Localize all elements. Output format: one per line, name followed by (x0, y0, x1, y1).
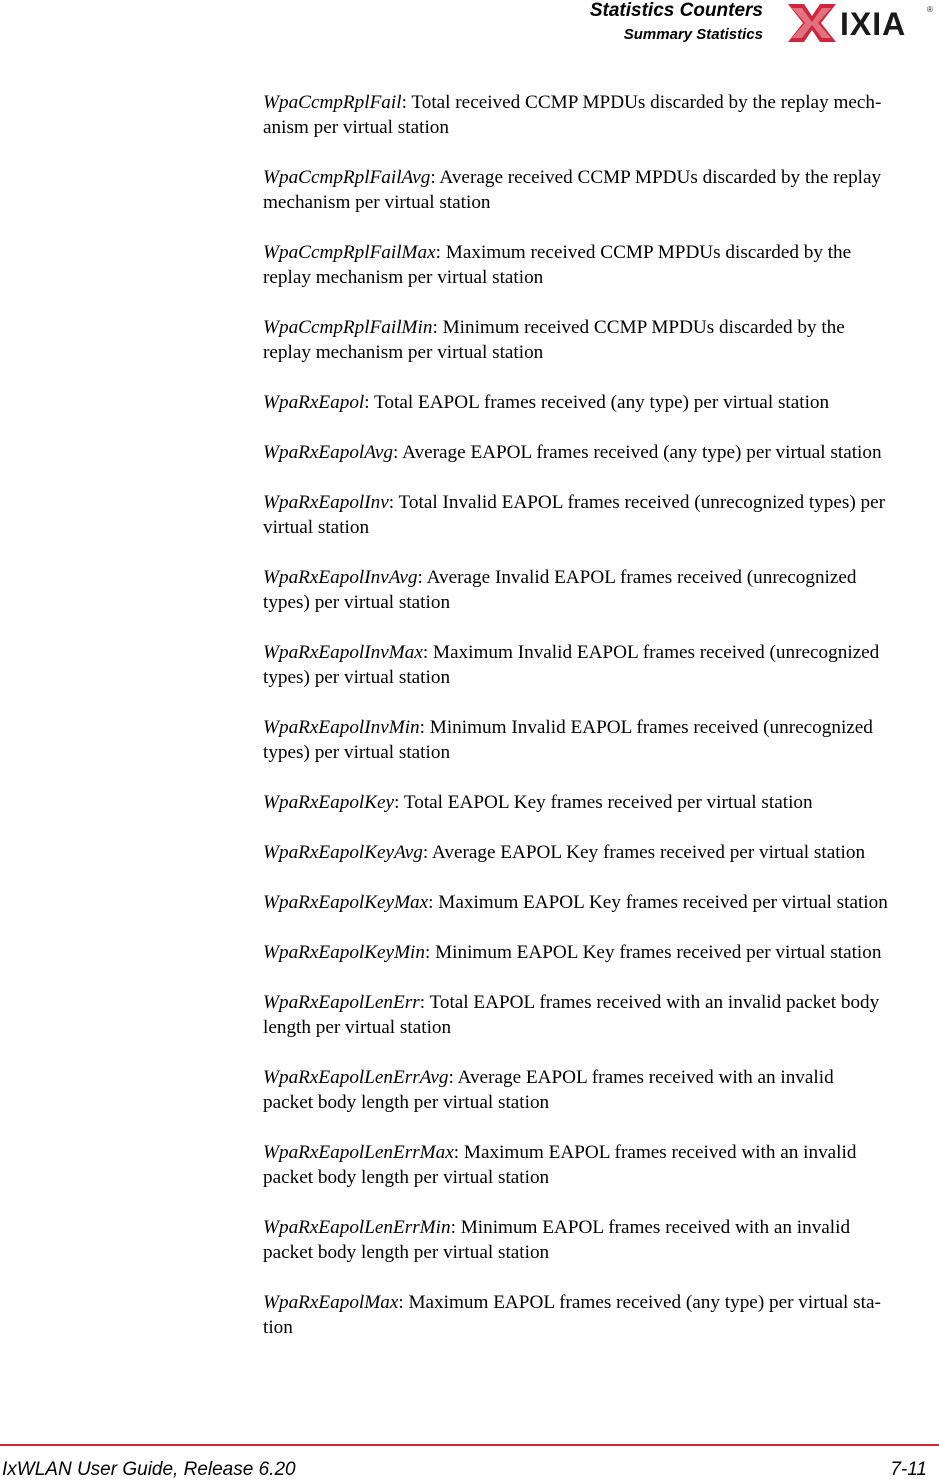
counter-term: WpaRxEapolKey (263, 792, 395, 813)
counter-description-cont: replay mechanism per virtual station (263, 267, 544, 288)
ixia-logo-text: IXIA (840, 6, 907, 42)
counter-term: WpaRxEapolMax (263, 1292, 399, 1313)
counter-description-cont: types) per virtual station (263, 667, 451, 688)
header-title: Statistics Counters (589, 0, 763, 21)
counter-term: WpaRxEapolInvMax (263, 642, 423, 663)
counter-term: WpaRxEapolAvg (263, 442, 394, 463)
counter-description-cont: types) per virtual station (263, 742, 451, 763)
definition-entry (263, 315, 939, 365)
counter-description-cont: virtual station (263, 517, 370, 538)
counter-description-cont: tion (263, 1317, 293, 1338)
definition-entry (263, 890, 939, 915)
counter-description: : Average Invalid EAPOL frames received (unrecognized (417, 567, 857, 588)
counter-term: WpaRxEapolKeyAvg (263, 842, 423, 863)
counter-description: : Average received CCMP MPDUs discarded by the replay (430, 167, 882, 188)
counter-description-cont: packet body length per virtual station (263, 1242, 550, 1263)
definition-entry (263, 940, 939, 965)
counter-description-cont: mechanism per virtual station (263, 192, 491, 213)
definition-entry (263, 1290, 939, 1340)
counter-description: : Minimum EAPOL frames received with an invalid (450, 1217, 851, 1238)
definition-entry (263, 390, 939, 415)
definition-entry (263, 490, 939, 540)
counter-description: : Average EAPOL frames received with an invalid (448, 1067, 834, 1088)
footer-rule (0, 1444, 939, 1446)
definition-list (263, 90, 939, 1365)
definition-entry (263, 240, 939, 290)
definition-entry (263, 1215, 939, 1265)
counter-description: : Maximum EAPOL frames received (any type) per virtual sta- (398, 1292, 881, 1313)
counter-term: WpaCcmpRplFail (263, 92, 402, 113)
definition-entry (263, 1065, 939, 1115)
definition-entry (263, 565, 939, 615)
counter-term: WpaRxEapolKeyMin (263, 942, 425, 963)
counter-term: WpaRxEapolLenErrMin (263, 1217, 451, 1238)
counter-term: WpaRxEapolLenErrMax (263, 1142, 454, 1163)
definition-entry (263, 440, 939, 465)
counter-description-cont: packet body length per virtual station (263, 1092, 550, 1113)
counter-description-cont: packet body length per virtual station (263, 1167, 550, 1188)
counter-description: : Maximum EAPOL frames received with an invalid (453, 1142, 857, 1163)
counter-term: WpaRxEapolInvMin (263, 717, 420, 738)
header-subtitle: Summary Statistics (623, 26, 763, 43)
counter-term: WpaRxEapol (263, 392, 365, 413)
footer-page-number: 7-11 (890, 1459, 927, 1480)
counter-description: : Minimum received CCMP MPDUs discarded by the (432, 317, 845, 338)
counter-term: WpaCcmpRplFailMax (263, 242, 436, 263)
counter-description-cont: types) per virtual station (263, 592, 451, 613)
counter-term: WpaRxEapolInv (263, 492, 389, 513)
definition-entry (263, 990, 939, 1040)
counter-term: WpaRxEapolLenErrAvg (263, 1067, 449, 1088)
definition-entry (263, 640, 939, 690)
counter-term: WpaRxEapolLenErr (263, 992, 420, 1013)
counter-description-cont: anism per virtual station (263, 117, 449, 138)
registered-mark: ® (927, 5, 933, 14)
counter-description: : Maximum EAPOL Key frames received per virtual station (428, 892, 888, 913)
ixia-x-mark-icon (788, 4, 836, 42)
counter-description: : Minimum Invalid EAPOL frames received (unrecognized (419, 717, 873, 738)
definition-entry (263, 90, 939, 140)
counter-description: : Total Invalid EAPOL frames received (unrecognized types) per (388, 492, 886, 513)
definition-entry (263, 715, 939, 765)
definition-entry (263, 165, 939, 215)
definition-entry (263, 1140, 939, 1190)
counter-description: : Average EAPOL frames received (any type) per virtual station (393, 442, 882, 463)
ixia-logo (786, 0, 936, 46)
counter-description: : Maximum Invalid EAPOL frames received (unrecognized (422, 642, 880, 663)
counter-description: : Total EAPOL Key frames received per virtual station (394, 792, 813, 813)
counter-term: WpaCcmpRplFailAvg (263, 167, 431, 188)
running-header (590, 0, 763, 45)
counter-term: WpaRxEapolKeyMax (263, 892, 429, 913)
counter-description-cont: replay mechanism per virtual station (263, 342, 544, 363)
definition-entry (263, 790, 939, 815)
counter-description: : Minimum EAPOL Key frames received per virtual station (424, 942, 882, 963)
counter-term: WpaCcmpRplFailMin (263, 317, 433, 338)
footer-doc-title: IxWLAN User Guide, Release 6.20 (2, 1459, 296, 1480)
counter-description: : Maximum received CCMP MPDUs discarded by the (435, 242, 852, 263)
counter-term: WpaRxEapolInvAvg (263, 567, 418, 588)
counter-description: : Total EAPOL frames received (any type) per virtual station (364, 392, 830, 413)
counter-description: : Average EAPOL Key frames received per virtual station (422, 842, 866, 863)
counter-description: : Total received CCMP MPDUs discarded by the replay mech- (401, 92, 882, 113)
definition-entry (263, 840, 939, 865)
counter-description: : Total EAPOL frames received with an invalid packet body (419, 992, 880, 1013)
counter-description-cont: length per virtual station (263, 1017, 452, 1038)
